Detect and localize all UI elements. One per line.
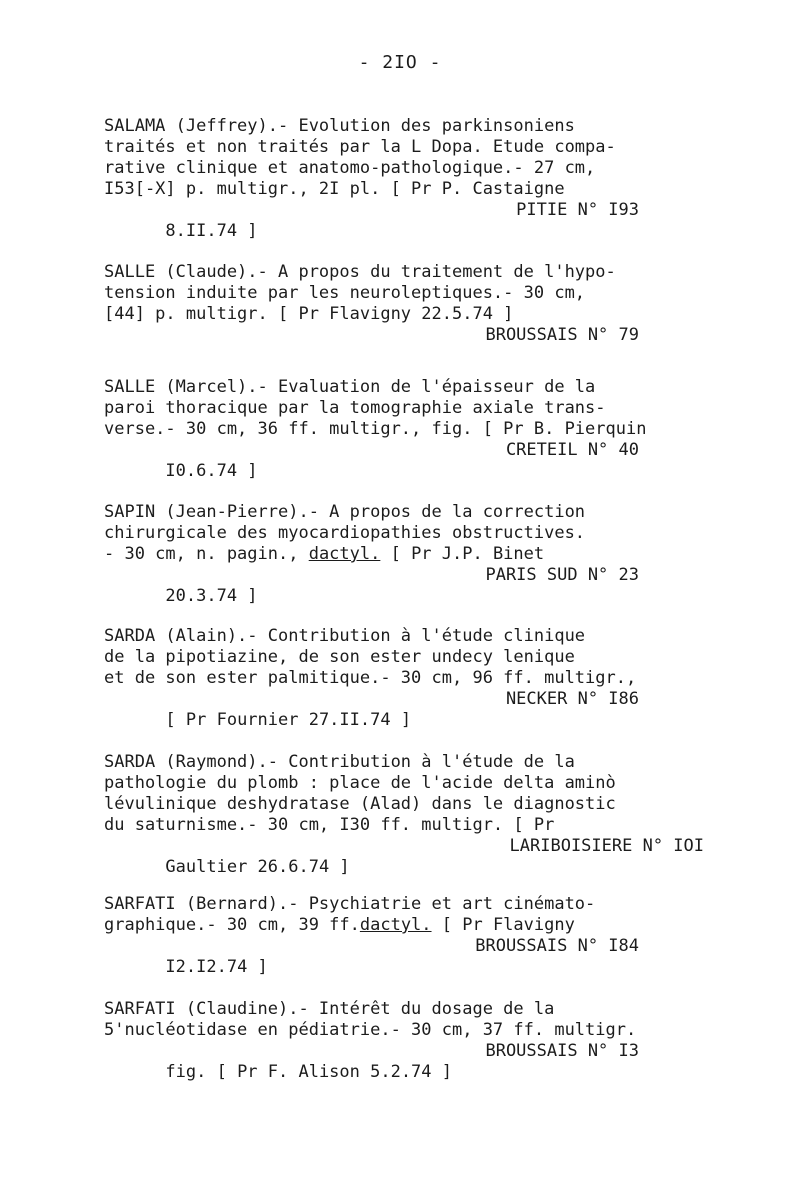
bibliography-entry — [104, 752, 704, 877]
bibliography-entry — [104, 999, 704, 1082]
entry-line: [ Pr Fournier 27.II.74 ] — [165, 710, 412, 730]
entry-line: Gaultier 26.6.74 ] — [165, 857, 350, 877]
entry-line: 5'nucléotidase en pédiatrie.- 30 cm, 37 ff. multigr. — [104, 1020, 637, 1040]
entry-location: NECKER N° I86 — [505, 689, 639, 709]
bibliography-entry — [104, 502, 704, 606]
entry-line: I53[-X] p. multigr., 2I pl. [ Pr P. Castaigne — [104, 179, 565, 199]
entry-line: SARDA (Raymond).- Contribution à l'étude de la — [104, 752, 575, 772]
entry-line: SARFATI (Claudine).- Intérêt du dosage de la — [104, 999, 555, 1019]
entry-line: tension induite par les neuroleptiques.- 30 cm, — [104, 283, 586, 303]
entry-location: PITIE N° I93 — [516, 200, 639, 220]
bibliography-entry — [104, 626, 704, 730]
entry-location: CRETEIL N° 40 — [505, 440, 639, 460]
entry-line: de la pipotiazine, de son ester undecy lenique — [104, 647, 575, 667]
entry-line-tail: [ Pr Flavigny — [431, 915, 575, 935]
entry-location: BROUSSAIS N° I3 — [485, 1041, 639, 1061]
entry-location: BROUSSAIS N° I84 — [475, 936, 639, 956]
entry-location: LARIBOISIERE N° IOI — [509, 836, 704, 856]
entry-line: SARDA (Alain).- Contribution à l'étude clinique — [104, 626, 586, 646]
underlined-term: dactyl. — [359, 915, 432, 935]
entry-line: du saturnisme.- 30 cm, I30 ff. multigr. [ Pr — [104, 815, 555, 835]
entry-line: lévulinique deshydratase (Alad) dans le diagnostic — [104, 794, 616, 814]
entry-line: 8.II.74 ] — [165, 221, 258, 241]
entry-line: 20.3.74 ] — [165, 586, 258, 606]
entry-line: traités et non traités par la L Dopa. Etude compa- — [104, 137, 616, 157]
page-number: - 2IO - — [358, 52, 442, 73]
entry-location: PARIS SUD N° 23 — [485, 565, 639, 585]
entry-line: SALAMA (Jeffrey).- Evolution des parkinsoniens — [104, 116, 575, 136]
bibliography-entry — [104, 377, 704, 481]
entry-line: fig. [ Pr F. Alison 5.2.74 ] — [165, 1062, 452, 1082]
underlined-term: dactyl. — [308, 544, 381, 564]
entry-location: BROUSSAIS N° 79 — [485, 325, 639, 345]
entry-line: - 30 cm, n. pagin., — [104, 544, 309, 564]
entry-line-tail: [ Pr J.P. Binet — [380, 544, 545, 564]
entry-line: I0.6.74 ] — [165, 461, 258, 481]
entry-line: SAPIN (Jean-Pierre).- A propos de la correction — [104, 502, 586, 522]
bibliography-entry — [104, 116, 704, 241]
entry-line: [44] p. multigr. [ Pr Flavigny 22.5.74 ] — [104, 304, 514, 324]
entry-line: verse.- 30 cm, 36 ff. multigr., fig. [ Pr B. Pierquin — [104, 419, 647, 439]
entry-line: pathologie du plomb : place de l'acide delta aminò — [104, 773, 616, 793]
entry-line: SALLE (Claude).- A propos du traitement de l'hypo- — [104, 262, 616, 282]
bibliography-entry — [104, 262, 704, 346]
entry-line: chirurgicale des myocardiopathies obstructives. — [104, 523, 586, 543]
entry-line: graphique.- 30 cm, 39 ff. — [104, 915, 360, 935]
entry-line: I2.I2.74 ] — [165, 957, 268, 977]
entry-line: rative clinique et anatomo-pathologique.- 27 cm, — [104, 158, 596, 178]
bibliography-entry — [104, 894, 704, 977]
entry-line: SARFATI (Bernard).- Psychiatrie et art cinémato- — [104, 894, 596, 914]
entry-line: paroi thoracique par la tomographie axiale trans- — [104, 398, 606, 418]
entry-line: et de son ester palmitique.- 30 cm, 96 ff. multigr., — [104, 668, 637, 688]
entry-line: SALLE (Marcel).- Evaluation de l'épaisseur de la — [104, 377, 596, 397]
